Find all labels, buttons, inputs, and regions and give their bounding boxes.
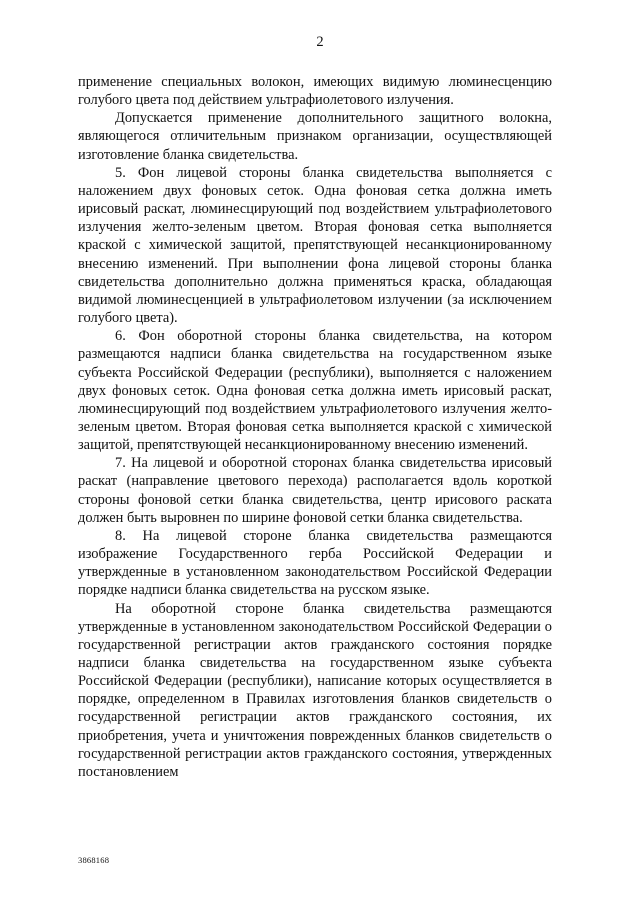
document-code: 3868168 [78, 855, 110, 865]
page-number: 2 [316, 34, 324, 50]
paragraph-item-8: 8. На лицевой стороне бланка свидетельства размещаются изображение Государственного герба Российской Федерации и утвержденные в установленном законодательством Российской Федерации порядке надписи бланка свидетельства на русском языке. [78, 527, 552, 599]
paragraph-fibers-continuation: применение специальных волокон, имеющих видимую люминесценцию голубого цвета под действием ультрафиолетового излучения. [78, 74, 552, 109]
paragraph-item-6: 6. Фон оборотной стороны бланка свидетельства, на котором размещаются надписи бланка свидетельства на государственном языке субъекта Российской Федерации (республики), выполняется с наложением двух фоновых сеток. Одна фоновая сетка должна иметь ирисовый раскат, люминесцирующий под воздействием ультрафиолетового излучения желто-зеленым цветом. Вторая фоновая сетка выполняется краской с химической защитой, препятствующей несанкционированному внесению изменений. [78, 328, 552, 454]
paragraph-item-5: 5. Фон лицевой стороны бланка свидетельства выполняется с наложением двух фоновых сеток. Одна фоновая сетка должна иметь ирисовый раскат, люминесцирующий под воздействием ультрафиолетового излучения желто-зеленым цветом. Вторая фоновая сетка выполняется краской с химической защитой, препятствующей несанкционированному внесению изменений. При выполнении фона лицевой стороны бланка свидетельства дополнительно должна применяться краска, обладающая видимой люминесценцией в ультрафиолетовом излучении (за исключением голубого цвета). [78, 164, 552, 327]
paragraph-reverse-side: На оборотной стороне бланка свидетельства размещаются утвержденные в установленном законодательством Российской Федерации о государственной регистрации актов гражданского состояния порядке надписи бланка свидетельства на государственном языке субъекта Российской Федерации (республики), написание которых осуществляется в порядке, определенном в Правилах изготовления бланков свидетельств о государственной регистрации актов гражданского состояния, их приобретения, учета и уничтожения поврежденных бланков свидетельств о государственной регистрации актов гражданского состояния, утвержденных постановлением [78, 600, 552, 780]
document-body [78, 73, 552, 781]
paragraph-item-7: 7. На лицевой и оборотной сторонах бланка свидетельства ирисовый раскат (направление цветового перехода) располагается вдоль короткой стороны фоновой сетки бланка свидетельства, центр ирисового раската должен быть выровнен по ширине фоновой сетки бланка свидетельства. [78, 455, 552, 526]
paragraph-additional-fiber: Допускается применение дополнительного защитного волокна, являющегося отличительным признаком организации, осуществляющей изготовление бланка свидетельства. [78, 110, 552, 163]
